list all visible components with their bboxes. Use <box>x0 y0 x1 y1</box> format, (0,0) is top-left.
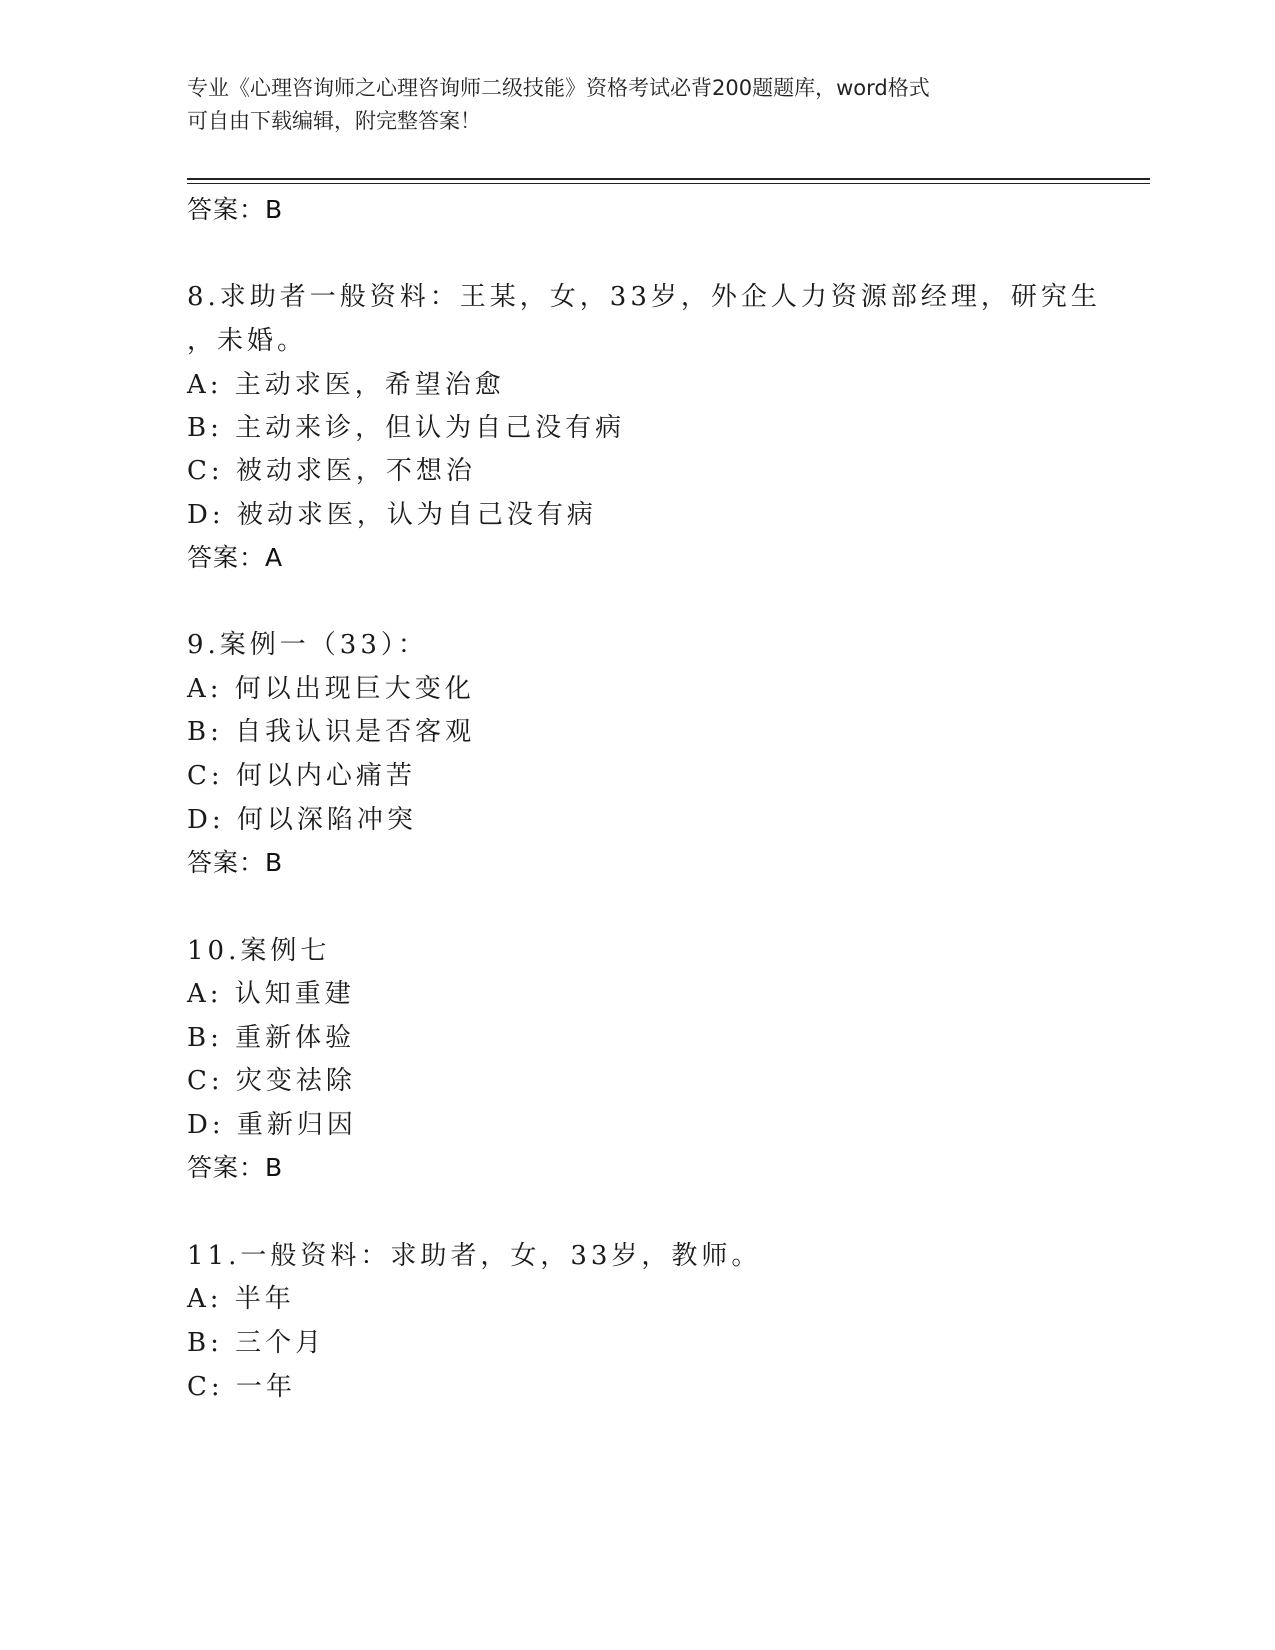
question-9-option-c: C: 何以内心痛苦 <box>187 761 416 791</box>
question-11-option-a: A: 半年 <box>187 1284 295 1314</box>
answer-previous: 答案：B <box>187 195 284 224</box>
question-9-answer: 答案：B <box>187 848 284 877</box>
question-9-option-b: B: 自我认识是否客观 <box>187 717 476 747</box>
question-9-option-d: D: 何以深陷冲突 <box>187 805 417 835</box>
question-9-option-a: A: 何以出现巨大变化 <box>187 674 475 704</box>
question-8-option-b: B: 主动来诊，但认为自己没有病 <box>187 413 626 443</box>
question-11-option-b: B: 三个月 <box>187 1328 326 1358</box>
question-8-stem-cont: ，未婚。 <box>187 326 308 356</box>
header-line-2: 可自由下载编辑，附完整答案！ <box>187 109 481 133</box>
question-8-option-c: C: 被动求医，不想治 <box>187 456 476 486</box>
question-8-stem: 8.求助者一般资料：王某，女，33岁，外企人力资源部经理，研究生 <box>187 282 1101 312</box>
document-header <box>187 72 1077 138</box>
header-rule-thin <box>187 183 1150 184</box>
question-10-option-c: C: 灾变祛除 <box>187 1066 356 1096</box>
question-11-option-c: C: 一年 <box>187 1372 296 1402</box>
question-9-stem: 9.案例一（33）： <box>187 630 428 660</box>
question-10-answer: 答案：B <box>187 1153 284 1182</box>
question-8-answer: 答案：A <box>187 543 284 572</box>
question-8-option-d: D: 被动求医，认为自己没有病 <box>187 500 597 530</box>
header-rule-thick <box>187 178 1150 180</box>
question-10-option-d: D: 重新归因 <box>187 1110 357 1140</box>
question-10-option-b: B: 重新体验 <box>187 1023 356 1053</box>
header-line-1: 专业《心理咨询师之心理咨询师二级技能》资格考试必背200题题库，word格式 <box>187 76 930 100</box>
question-10-option-a: A: 认知重建 <box>187 979 355 1009</box>
question-10-stem: 10.案例七 <box>187 936 331 966</box>
question-8-option-a: A: 主动求医，希望治愈 <box>187 370 505 400</box>
question-11-stem: 11.一般资料：求助者，女，33岁，教师。 <box>187 1241 762 1271</box>
